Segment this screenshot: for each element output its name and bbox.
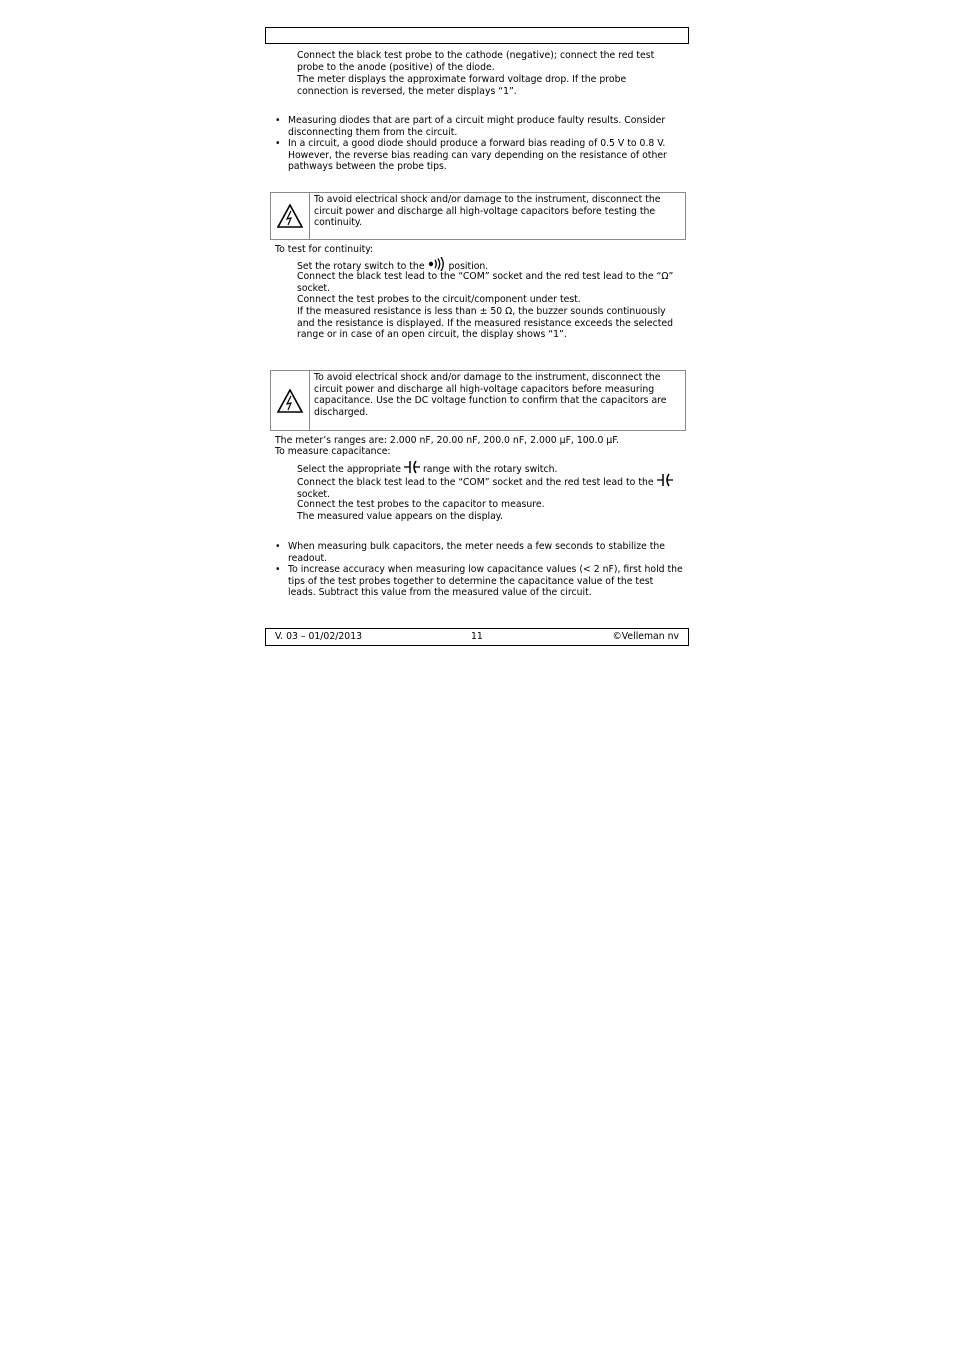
continuity-buzzer-icon — [428, 257, 446, 271]
page-footer — [265, 628, 689, 646]
continuity-step-3: Connect the test probes to the circuit/component under test. — [297, 294, 581, 305]
continuity-intro: To test for continuity: — [275, 244, 374, 255]
capacitor-icon — [657, 473, 673, 487]
warning-text-capacitance: To avoid electrical shock and/or damage to the instrument, disconnect the circuit power and discharge all high-voltage capacitors before measuring capacitance. Use the DC voltage function to confirm that the capacitors are discharged. — [314, 372, 667, 419]
capacitance-ranges: The meter’s ranges are: 2.000 nF, 20.00 nF, 200.0 nF, 2.000 µF, 100.0 µF. — [275, 435, 620, 446]
continuity-step-1: Set the rotary switch to the position. — [297, 257, 679, 273]
diode-note-2: • In a circuit, a good diode should produce a forward bias reading of 0.5 V to 0.8 V. However, the reverse bias reading can vary depending on the resistance of other pathways between the probe tips. — [275, 138, 667, 173]
bullet: • — [275, 541, 281, 552]
capacitance-intro: To measure capacitance: — [275, 446, 391, 457]
bullet: • — [275, 115, 281, 126]
bullet: • — [275, 564, 281, 575]
diode-note-1: • Measuring diodes that are part of a circuit might produce faulty results. Consider disconnecting them from the circuit. — [275, 115, 666, 138]
warning-box-capacitance — [270, 370, 686, 431]
capacitance-step-1: Select the appropriate range with the rotary switch. — [297, 460, 679, 476]
footer-version: V. 03 – 01/02/2013 — [275, 631, 363, 642]
diode-step-2: The meter displays the approximate forward voltage drop. If the probe connection is reversed, the meter displays “1”. — [297, 74, 627, 97]
high-voltage-warning-icon — [277, 389, 303, 413]
warning-text-continuity: To avoid electrical shock and/or damage to the instrument, disconnect the circuit power and discharge all high-voltage capacitors before testing the continuity. — [314, 194, 661, 229]
capacitor-icon — [404, 460, 420, 474]
footer-copyright: ©Velleman nv — [612, 631, 679, 642]
capacitance-note-1: • When measuring bulk capacitors, the meter needs a few seconds to stabilize the readout. — [275, 541, 666, 564]
continuity-step-2: Connect the black test lead to the “COM” socket and the red test lead to the “Ω” socket. — [297, 271, 674, 294]
capacitance-step-4: The measured value appears on the display. — [297, 511, 503, 522]
capacitance-step-2: Connect the black test lead to the “COM” socket and the red test lead to the socket. — [297, 473, 679, 500]
diode-step-1: Connect the black test probe to the cathode (negative); connect the red test probe to the anode (positive) of the diode. — [297, 50, 655, 73]
page-header-box — [265, 27, 689, 44]
footer-page-number: 11 — [471, 631, 483, 642]
warning-box-continuity — [270, 192, 686, 240]
capacitance-step-3: Connect the test probes to the capacitor to measure. — [297, 499, 545, 510]
capacitance-note-2: • To increase accuracy when measuring low capacitance values (< 2 nF), first hold the tips of the test probes together to determine the capacitance value of the test leads. Subtract this value from the measured value of the circuit. — [275, 564, 683, 599]
bullet: • — [275, 138, 281, 149]
continuity-step-4: If the measured resistance is less than ± 50 Ω, the buzzer sounds continuously and the resistance is displayed. If the measured resistance exceeds the selected range or in case of an open circuit, the display shows “1”. — [297, 306, 674, 341]
high-voltage-warning-icon — [277, 204, 303, 228]
